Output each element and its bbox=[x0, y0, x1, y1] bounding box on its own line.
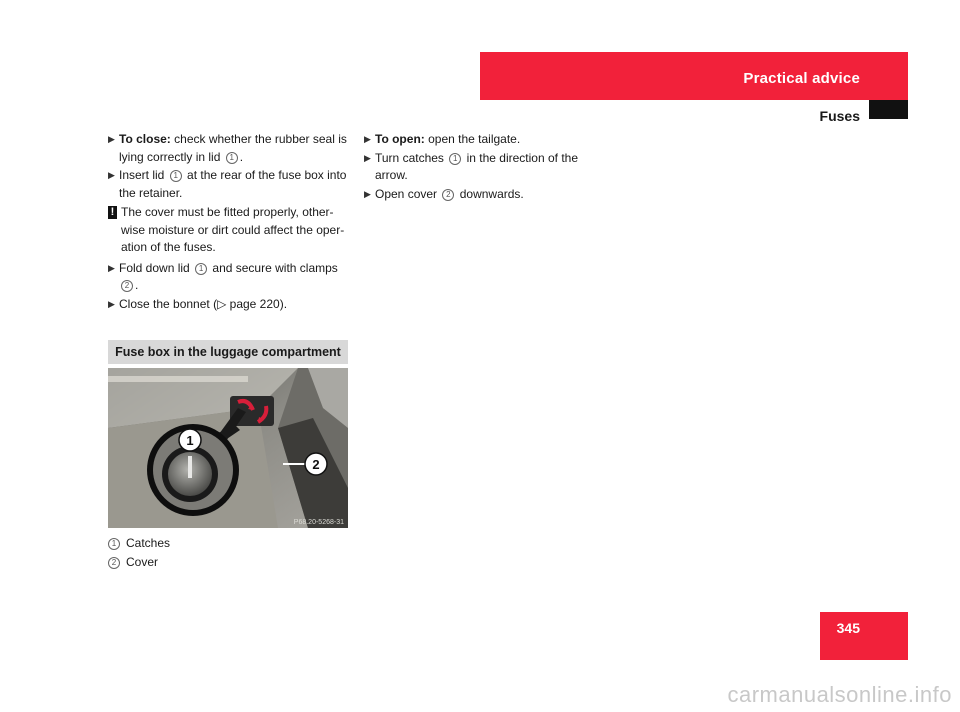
fuse-box-figure bbox=[108, 368, 348, 528]
step-text[interactable]: page 220). bbox=[229, 296, 288, 311]
step-text: . bbox=[239, 149, 244, 164]
step-text: at the rear of the fuse box into the retainer. bbox=[119, 168, 347, 200]
step-text: Turn catches bbox=[375, 150, 444, 165]
step-text: Close the bonnet ( bbox=[119, 296, 218, 311]
figure-callout-1: 1 bbox=[186, 433, 194, 448]
fuse-box-illustration bbox=[108, 368, 348, 528]
callout-number: 1 bbox=[170, 170, 182, 182]
step-arrow-icon: ▶ bbox=[108, 262, 115, 273]
step-text: Open cover bbox=[375, 186, 438, 201]
figure-legend bbox=[108, 534, 170, 572]
step-arrow-icon: ▶ bbox=[108, 170, 115, 180]
step-text: check whether the rubber seal is lying correctly in lid bbox=[119, 132, 347, 164]
legend-item bbox=[108, 534, 170, 553]
warning-text: The cover must be fitted properly, other-wise moisture or dirt could affect the oper-ation of the fuses. bbox=[121, 205, 345, 254]
instruction-step bbox=[108, 167, 348, 202]
section-heading: Fuse box in the luggage compartment bbox=[108, 340, 348, 364]
step-text: open the tailgate. bbox=[428, 132, 521, 146]
warning-note bbox=[108, 204, 348, 257]
step-text: Fold down lid bbox=[119, 260, 190, 275]
legend-number: 2 bbox=[108, 557, 120, 569]
step-keyword: To open: bbox=[375, 132, 425, 146]
instruction-step bbox=[108, 260, 348, 295]
step-arrow-icon: ▶ bbox=[108, 134, 115, 144]
step-keyword: To close: bbox=[119, 132, 171, 146]
page-number-band bbox=[820, 612, 908, 660]
step-arrow-icon: ▶ bbox=[364, 188, 371, 199]
legend-item bbox=[108, 553, 170, 572]
callout-number: 2 bbox=[121, 280, 133, 292]
middle-column bbox=[364, 131, 594, 204]
page-title: Fuses bbox=[819, 108, 860, 124]
step-arrow-icon: ▶ bbox=[108, 298, 115, 309]
callout-number: 1 bbox=[195, 263, 207, 275]
step-arrow-icon: ▶ bbox=[364, 152, 371, 163]
section-title: Practical advice bbox=[743, 70, 860, 87]
instruction-step bbox=[364, 131, 594, 149]
step-text: Insert lid bbox=[119, 168, 165, 182]
callout-number: 2 bbox=[442, 189, 454, 201]
instruction-step bbox=[364, 186, 594, 204]
left-column bbox=[108, 131, 348, 314]
legend-label: Cover bbox=[126, 555, 159, 569]
step-text: . bbox=[135, 278, 139, 292]
page-ref-icon: ▷ bbox=[217, 296, 227, 311]
figure-code: P68.20-5268-31 bbox=[293, 519, 344, 526]
callout-number: 1 bbox=[449, 153, 461, 165]
step-text: downwards. bbox=[459, 186, 524, 201]
instruction-step bbox=[364, 150, 594, 185]
step-text: in the direction of the arrow. bbox=[375, 150, 579, 182]
legend-number: 1 bbox=[108, 538, 120, 550]
page-number: 345 bbox=[836, 620, 860, 636]
callout-number: 1 bbox=[226, 152, 238, 164]
instruction-step bbox=[108, 296, 348, 314]
step-text: and secure with clamps bbox=[212, 260, 338, 275]
header-marker bbox=[869, 100, 908, 119]
warning-icon: ! bbox=[108, 206, 117, 219]
instruction-step bbox=[108, 131, 348, 166]
figure-callout-2: 2 bbox=[312, 457, 320, 472]
legend-label: Catches bbox=[126, 536, 171, 550]
watermark: carmanualsonline.info bbox=[727, 682, 952, 707]
step-arrow-icon: ▶ bbox=[364, 134, 371, 144]
